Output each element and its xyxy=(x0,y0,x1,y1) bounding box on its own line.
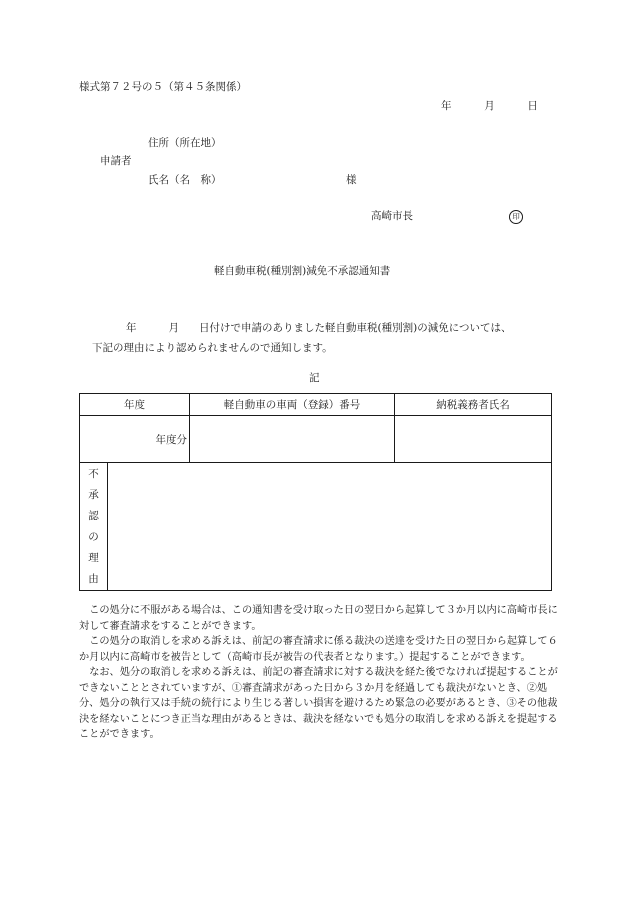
body-line-1 xyxy=(126,323,511,334)
applicant-label: 申請者 xyxy=(100,155,132,167)
vehicle-table xyxy=(79,393,552,591)
reason-char: 承 xyxy=(88,488,99,501)
date-day-label: 日 xyxy=(527,100,538,112)
date-year-label: 年 xyxy=(441,100,452,112)
seal-mark xyxy=(509,210,523,224)
note-paragraph: この処分に不服がある場合は、この通知書を受け取った日の翌日から起算して３か月以内に高崎市長に対して審査請求をすることができます。 xyxy=(79,605,558,632)
vehicle-number-cell xyxy=(190,416,395,463)
note-paragraph: この処分の取消しを求める訴えは、前記の審査請求に係る裁決の送達を受けた日の翌日から起算して６か月以内に高崎市を被告として（高崎市長が被告の代表者となります。）提起することができます。 xyxy=(79,636,558,663)
header-taxpayer-name: 納税義務者氏名 xyxy=(395,394,552,416)
document-title: 軽自動車税(種別割)減免不承認通知書 xyxy=(214,265,391,277)
name-label: 氏名（名 称） xyxy=(148,174,222,186)
address-label: 住所（所在地） xyxy=(148,137,222,149)
reason-label xyxy=(80,463,108,591)
reason-char: 由 xyxy=(88,572,99,585)
reason-char: 認 xyxy=(88,509,99,522)
year-suffix: 年度分 xyxy=(155,433,187,446)
header-vehicle-number: 軽自動車の車両（登録）番号 xyxy=(190,394,395,416)
honorific: 様 xyxy=(346,174,357,186)
reason-char: の xyxy=(88,530,99,543)
issuer-title: 高崎市長 xyxy=(371,210,413,222)
fiscal-year-cell xyxy=(80,416,190,463)
seal-circle: 印 xyxy=(509,210,523,224)
reason-row xyxy=(80,463,552,591)
note-paragraph: なお、処分の取消しを求める訴えは、前記の審査請求に対する裁決を経た後でなければ提起することができないこととされていますが、①審査請求があった日から３か月を経過しても裁決がないとき、②処分、処分の執行又は手続の続行により生じる著しい損害を避けるため緊急の必要があるとき、③その他裁決を経ないことにつき正当な理由があるときは、裁決を経ないでも処分の取消しを求める訴えを提起することができます。 xyxy=(79,667,558,740)
table-header-row xyxy=(80,394,552,416)
ki-label: 記 xyxy=(309,372,320,384)
form-number: 様式第７２号の５（第４５条関係） xyxy=(79,81,247,93)
body-year-label: 年 xyxy=(126,322,137,334)
body-line-2: 下記の理由により認められませんので通知します。 xyxy=(92,342,333,354)
reason-cell xyxy=(108,463,552,591)
body-line-1-text: 日付けで申請のありました軽自動車税(種別割)の減免については、 xyxy=(199,322,512,334)
issue-date xyxy=(441,101,538,112)
header-fiscal-year: 年度 xyxy=(80,394,190,416)
body-month-label: 月 xyxy=(168,322,179,334)
table-row xyxy=(80,416,552,463)
taxpayer-name-cell xyxy=(395,416,552,463)
reason-char: 不 xyxy=(88,467,99,480)
date-month-label: 月 xyxy=(484,100,495,112)
legal-notes xyxy=(79,603,559,743)
reason-char: 理 xyxy=(88,551,99,564)
